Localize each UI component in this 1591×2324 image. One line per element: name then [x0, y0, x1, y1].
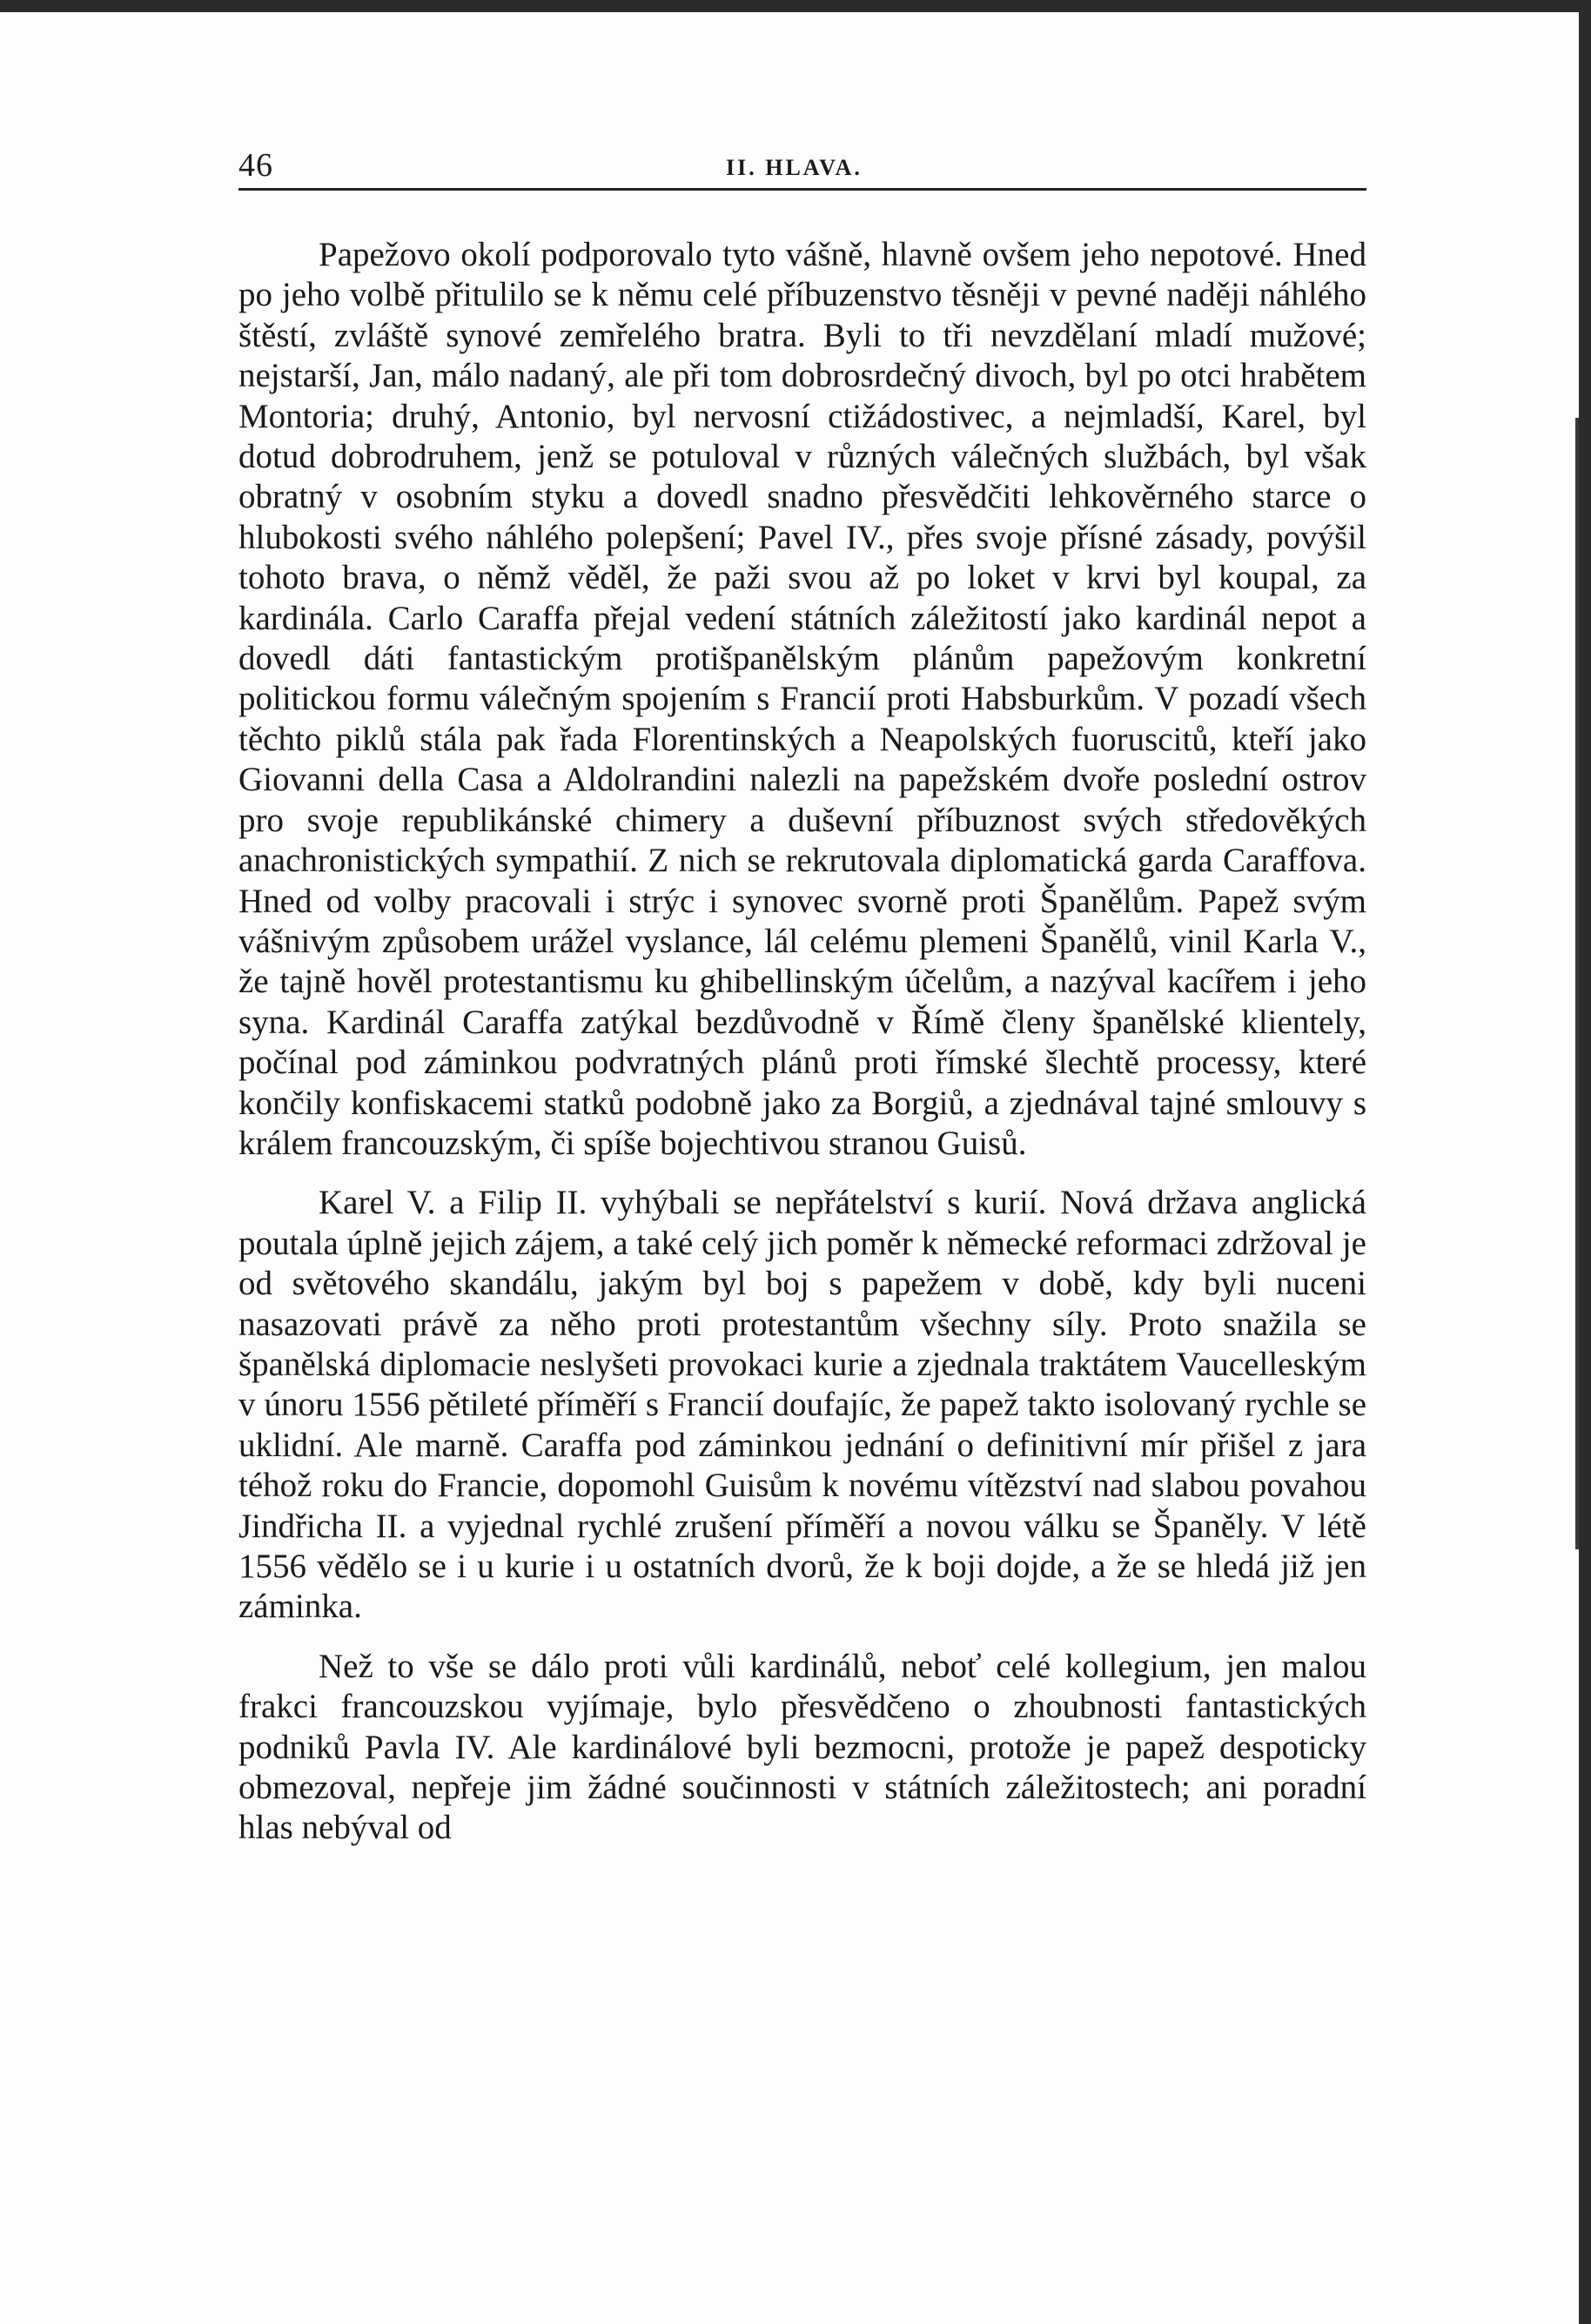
- page-number: 46: [238, 147, 273, 184]
- scan-edge-shadow: [1575, 418, 1579, 1549]
- scan-edge-right: [1579, 0, 1591, 2324]
- header-rule: [238, 188, 1366, 191]
- scan-edge-top: [0, 0, 1591, 12]
- running-head: II. HLAVA.: [726, 155, 863, 180]
- paragraph: Než to vše se dálo proti vůli kardinálů, neboť celé kollegium, jen malou frakci francouzskou vyjímaje, bylo přesvědčeno o zhoubnosti fantastických podniků Pavla IV. Ale kardinálové byli bezmocni, protože je papež despoticky obmezoval, nepřeje jim žádné součinnosti v státních záležitostech; ani poradní hlas nebýval od: [238, 1647, 1366, 1847]
- paragraph: Karel V. a Filip II. vyhýbali se nepřátelství s kurií. Nová država anglická poutala úplně jejich zájem, a také celý jich poměr k německé reformaci zdržoval je od světového skandálu, jakým byl boj s papežem v době, kdy byli nuceni nasazovati právě za něho proti protestantům všechny síly. Proto snažila se španělská diplomacie neslyšeti provokaci kurie a zjednala traktátem Vaucelleským v únoru 1556 pětileté příměří s Francií doufajíc, že papež takto isolovaný rychle se uklidní. Ale marně. Caraffa pod záminkou jednání o definitivní mír přišel z jara téhož roku do Francie, dopomohl Guisům k novému vítězství nad slabou povahou Jindřicha II. a vyjednal rychlé zrušení příměří a novou válku se Španěly. V létě 1556 vědělo se i u kurie i u ostatních dvorů, že k boji dojde, a že se hledá již jen záminka.: [238, 1184, 1366, 1626]
- page-header: [238, 146, 1366, 190]
- paragraph: Papežovo okolí podporovalo tyto vášně, hlavně ovšem jeho nepotové. Hned po jeho volbě přitulilo se k němu celé příbuzenstvo těsněji v pevné naději náhlého štěstí, zvláště synové zemřelého bratra. Byli to tři nevzdělaní mladí mužové; nejstarší, Jan, málo nadaný, ale při tom dobrosrdečný divoch, byl po otci hrabětem Montoria; druhý, Antonio, byl nervosní ctižádostivec, a nejmladší, Karel, byl dotud dobrodruhem, jenž se potuloval v různých válečných službách, byl však obratný v osobním styku a dovedl snadno přesvědčiti lehkověrného starce o hlubokosti svého náhlého polepšení; Pavel IV., přes svoje přísné zásady, povýšil tohoto brava, o němž věděl, že paži svou až po loket v krvi byl koupal, za kardinála. Carlo Caraffa přejal vedení státních záležitostí jako kardinál nepot a dovedl dáti fantastickým protišpanělským plánům papežovým konkretní politickou formu válečným spojením s Francií proti Habsburkům. V pozadí všech těchto piklů stála pak řada Florentinských a Neapolských fuoruscitů, kteří jako Giovanni della Casa a Aldolrandini nalezli na papežském dvoře poslední ostrov pro svoje republikánské chimery a duševní příbuznost svých středověkých anachronistických sympathií. Z nich se rekrutovala diplomatická garda Caraffova. Hned od volby pracovali i strýc i synovec svorně proti Španělům. Papež svým vášnivým způsobem urážel vyslance, lál celému plemeni Španělů, vinil Karla V., že tajně hověl protestantismu ku ghibellinským účelům, a nazýval kacířem i jeho syna. Kardinál Caraffa zatýkal bezdůvodně v Římě členy španělské klientely, počínal pod záminkou podvratných plánů proti římské šlechtě processy, které končily konfiskacemi statků podobně jako za Borgiů, a zjednával tajné smlouvy s králem francouzským, či spíše bojechtivou stranou Guisů.: [238, 236, 1366, 1162]
- body-text: [238, 235, 1366, 1868]
